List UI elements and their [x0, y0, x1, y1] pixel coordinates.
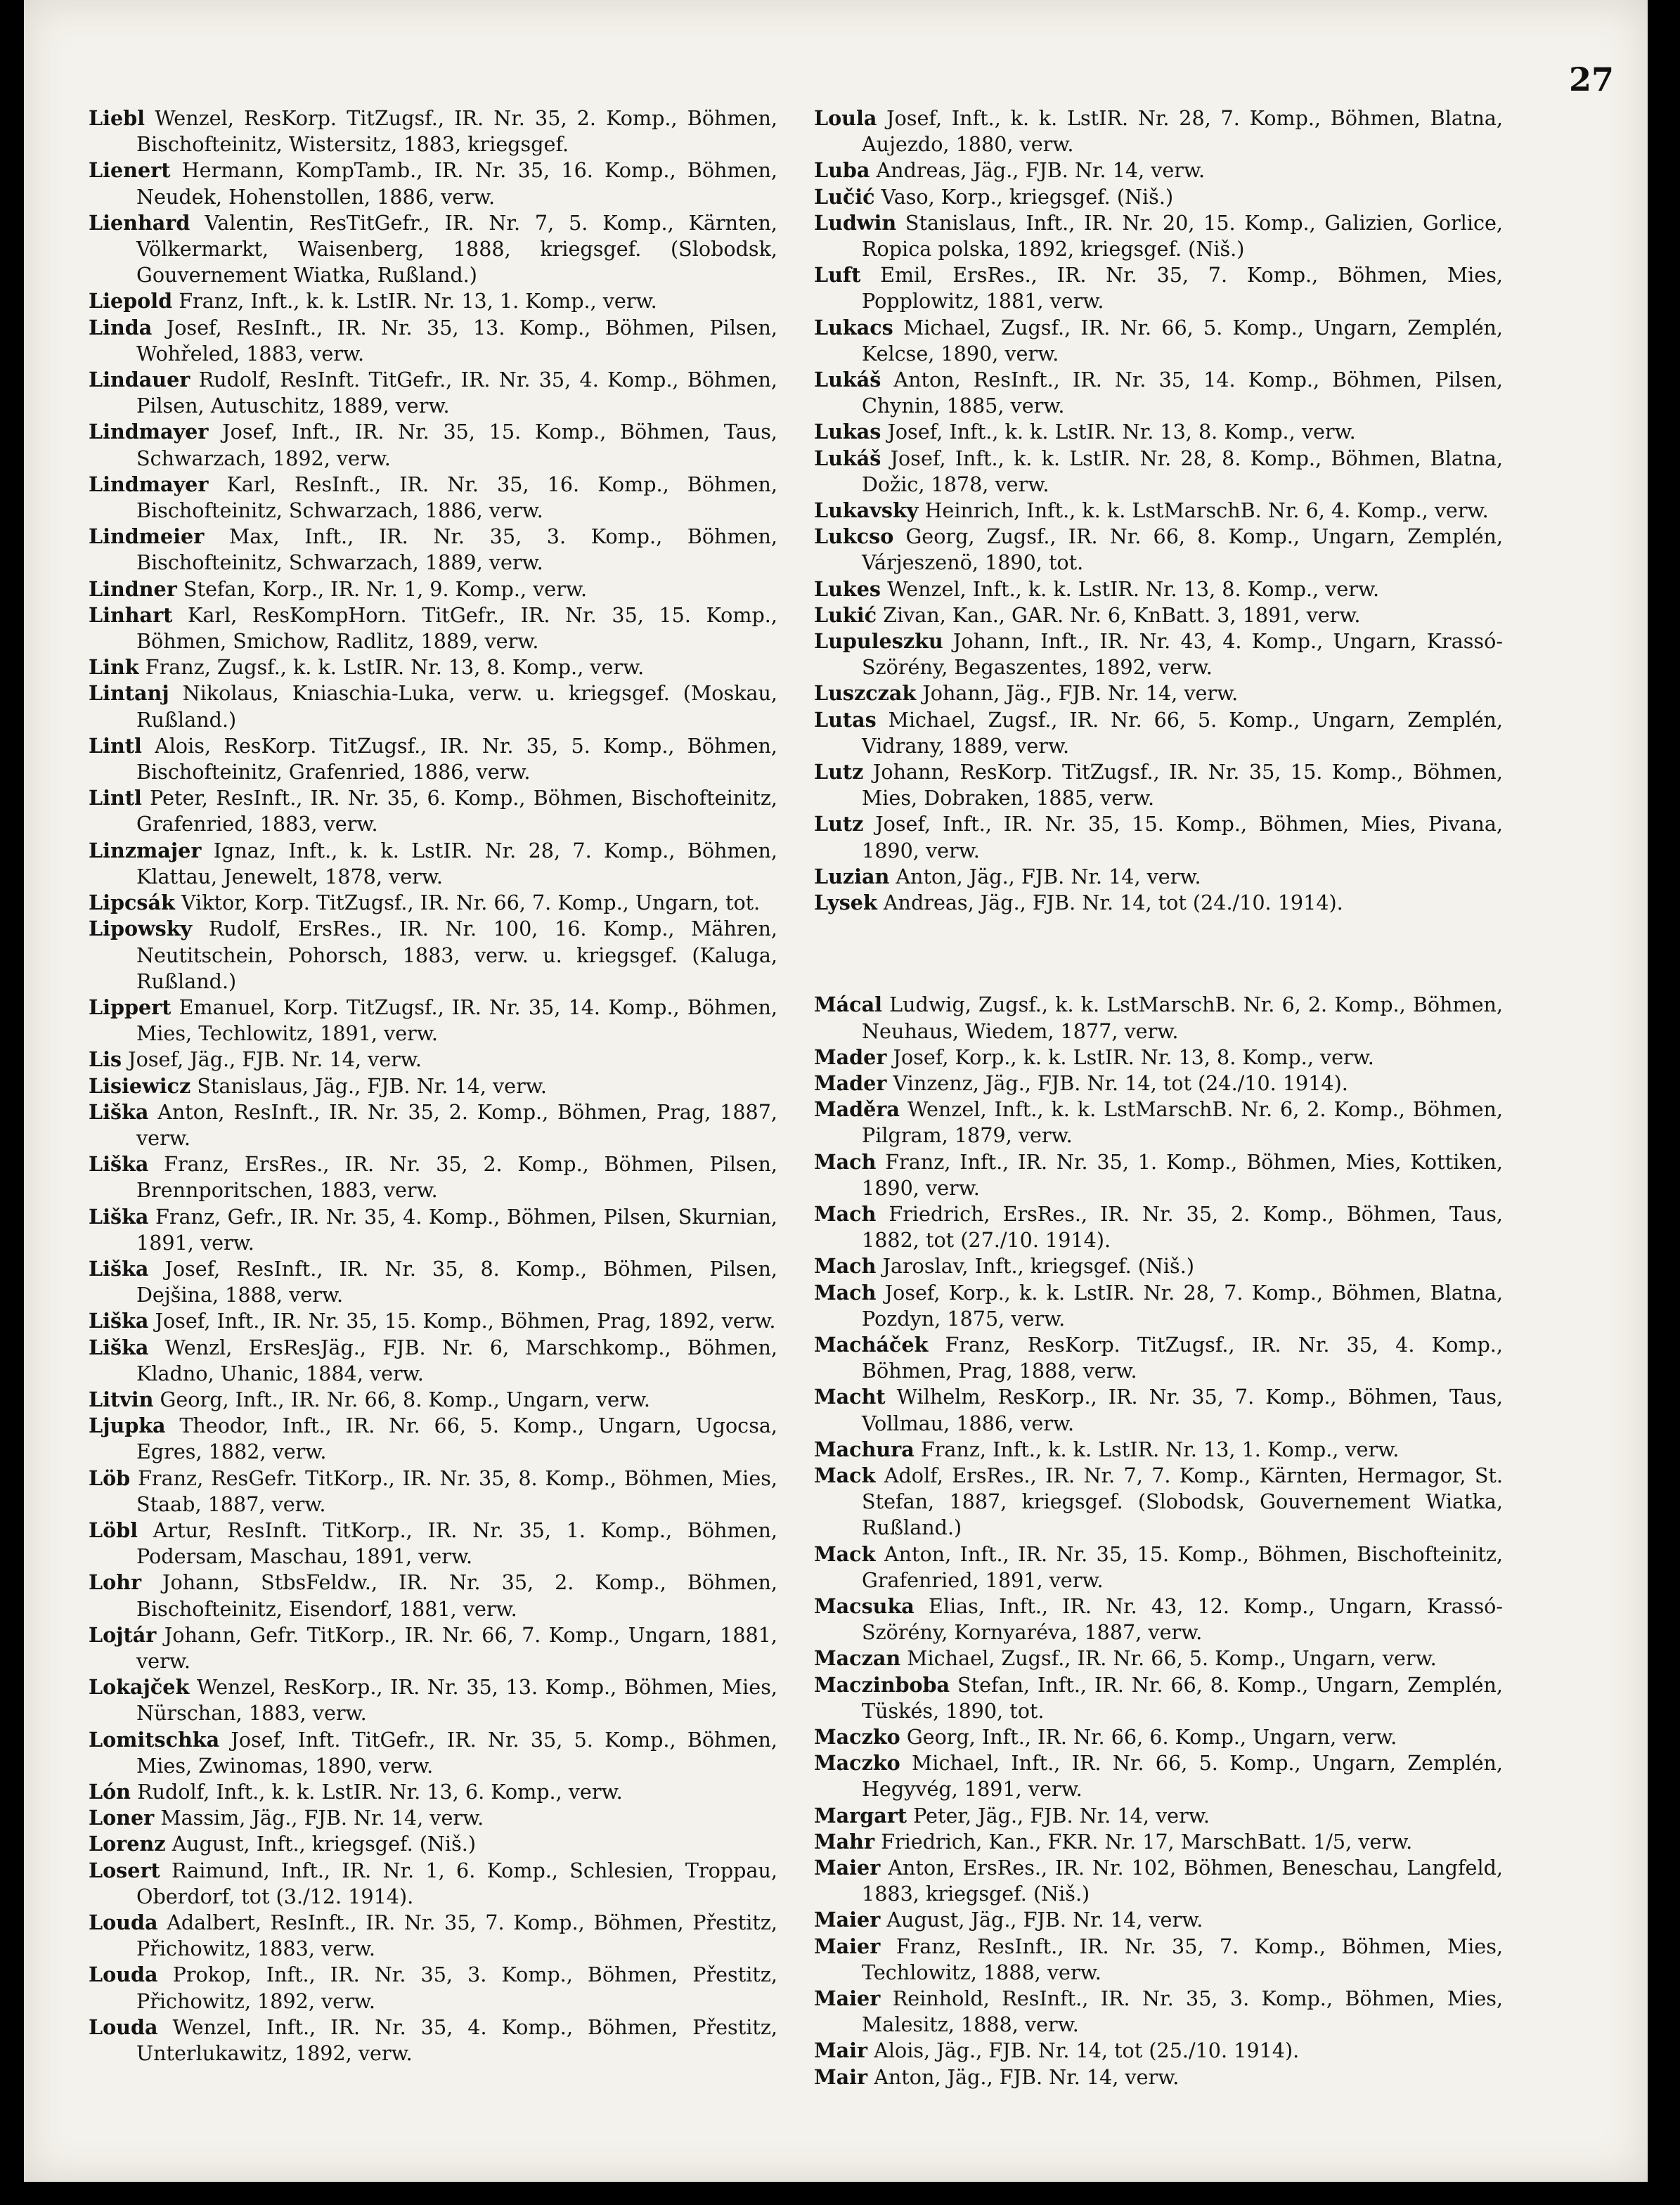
list-entry	[89, 916, 777, 995]
entry-details: Rudolf, Inft., k. k. LstIR. Nr. 13, 6. Komp., verw.	[137, 1780, 623, 1804]
entry-details: Franz, ResGefr. TitKorp., IR. Nr. 35, 8. Komp., Böhmen, Mies, Staab, 1887, verw.	[136, 1466, 777, 1516]
entry-surname: Maier	[814, 1856, 881, 1880]
entry-surname: Lipcsák	[89, 891, 175, 915]
entry-surname: Lorenz	[89, 1832, 166, 1856]
list-entry	[89, 576, 777, 602]
entry-details: Michael, Inft., IR. Nr. 66, 5. Komp., Ungarn, Zemplén, Hegyvég, 1891, verw.	[862, 1751, 1503, 1802]
list-entry	[814, 2064, 1503, 2090]
list-entry	[814, 1829, 1503, 1855]
entry-surname: Liebl	[89, 106, 146, 130]
entry-details: Wenzel, ResKorp., IR. Nr. 35, 13. Komp., Böhmen, Mies, Nürschan, 1883, verw.	[136, 1675, 777, 1726]
entry-details: Franz, ResKorp. TitZugsf., IR. Nr. 35, 4. Komp., Böhmen, Prag, 1888, verw.	[862, 1332, 1503, 1383]
entry-details: Johann, Inft., IR. Nr. 43, 4. Komp., Ungarn, Krassó-Szörény, Begaszentes, 1892, verw.	[862, 629, 1503, 680]
entry-surname: Macháček	[814, 1332, 929, 1357]
entry-details: Anton, ResInft., IR. Nr. 35, 14. Komp., Böhmen, Pilsen, Chynin, 1885, verw.	[862, 368, 1504, 418]
entry-details: Josef, ResInft., IR. Nr. 35, 8. Komp., Böhmen, Pilsen, Dejšina, 1888, verw.	[136, 1256, 778, 1307]
list-entry	[814, 1934, 1503, 1986]
entry-details: Theodor, Inft., IR. Nr. 66, 5. Komp., Ungarn, Ugocsa, Egres, 1882, verw.	[136, 1414, 778, 1464]
entry-details: Artur, ResInft. TitKorp., IR. Nr. 35, 1. Komp., Böhmen, Podersam, Maschau, 1891, verw.	[136, 1518, 778, 1569]
entry-surname: Linhart	[89, 602, 173, 627]
entry-surname: Maděra	[814, 1097, 900, 1122]
list-entry	[814, 105, 1503, 157]
entry-details: August, Jäg., FJB. Nr. 14, verw.	[886, 1908, 1203, 1932]
entry-details: Stefan, Inft., IR. Nr. 66, 8. Komp., Ungarn, Zemplén, Tüskés, 1890, tot.	[862, 1672, 1503, 1723]
entry-details: Josef, Inft., IR. Nr. 35, 15. Komp., Böhmen, Taus, Schwarzach, 1892, verw.	[136, 420, 777, 470]
entry-details: Stanislaus, Jäg., FJB. Nr. 14, verw.	[197, 1073, 547, 1098]
list-entry	[814, 1645, 1503, 1671]
list-entry	[814, 1149, 1503, 1201]
entry-surname: Lokajček	[89, 1675, 190, 1700]
list-entry	[89, 419, 777, 471]
list-entry	[89, 1466, 777, 1518]
entry-details: Josef, Jäg., FJB. Nr. 14, verw.	[128, 1047, 422, 1072]
list-entry	[89, 1962, 777, 2014]
entry-surname: Lysek	[814, 891, 877, 915]
list-entry	[89, 1387, 777, 1413]
entry-surname: Mach	[814, 1201, 877, 1226]
entry-surname: Lutz	[814, 812, 864, 836]
entry-details: Rudolf, ErsRes., IR. Nr. 100, 16. Komp., Mähren, Neutitschein, Pohorsch, 1883, verw. u. kriegsgef. (Kaluga, Rußland.)	[136, 917, 777, 993]
list-entry	[814, 576, 1503, 602]
list-entry	[89, 472, 777, 524]
entry-surname: Linda	[89, 315, 153, 340]
entry-details: Franz, ResInft., IR. Nr. 35, 7. Komp., Böhmen, Mies, Techlowitz, 1888, verw.	[862, 1934, 1503, 1984]
list-entry	[89, 1622, 777, 1674]
list-entry	[89, 1858, 777, 1910]
entry-details: Elias, Inft., IR. Nr. 43, 12. Komp., Ungarn, Krassó-Szörény, Kornyaréva, 1887, verw.	[862, 1593, 1504, 1645]
list-entry	[89, 1727, 777, 1779]
entry-surname: Lukas	[814, 420, 881, 444]
list-entry	[814, 1097, 1503, 1149]
entry-details: Wenzel, Inft., IR. Nr. 35, 4. Komp., Böhmen, Přestitz, Unterlukawitz, 1892, verw.	[136, 2015, 777, 2066]
list-entry	[814, 1253, 1503, 1279]
list-entry	[89, 288, 777, 314]
list-entry	[89, 1335, 777, 1387]
entry-surname: Lohr	[89, 1570, 142, 1595]
entry-surname: Lindmeier	[89, 524, 205, 549]
entry-details: Georg, Zugsf., IR. Nr. 66, 8. Komp., Ungarn, Zemplén, Várjeszenö, 1890, tot.	[862, 524, 1504, 575]
list-entry	[89, 1674, 777, 1726]
list-entry	[89, 680, 777, 732]
list-entry	[89, 1779, 777, 1805]
list-entry	[814, 1750, 1503, 1802]
entry-details: Friedrich, Kan., FKR. Nr. 17, MarschBatt. 1/5, verw.	[881, 1829, 1413, 1854]
entry-details: Johann, ResKorp. TitZugsf., IR. Nr. 35, 15. Komp., Böhmen, Mies, Dobraken, 1885, verw.	[862, 760, 1504, 810]
entry-details: Franz, ErsRes., IR. Nr. 35, 2. Komp., Böhmen, Pilsen, Brennporitschen, 1883, verw.	[136, 1152, 777, 1203]
list-entry	[814, 184, 1503, 210]
entry-details: Wenzl, ErsResJäg., FJB. Nr. 6, Marschkomp., Böhmen, Kladno, Uhanic, 1884, verw.	[136, 1335, 777, 1385]
list-entry	[814, 419, 1503, 445]
list-entry	[814, 628, 1503, 680]
entry-details: Adolf, ErsRes., IR. Nr. 7, 7. Komp., Kärnten, Hermagor, St. Stefan, 1887, kriegsgef. (Slobodsk, Gouvernement Wiatka, Rußland.)	[862, 1463, 1503, 1540]
list-entry	[89, 157, 777, 209]
list-entry	[814, 1071, 1503, 1097]
list-entry	[89, 1413, 777, 1465]
entry-details: Peter, ResInft., IR. Nr. 35, 6. Komp., Böhmen, Bischofteinitz, Grafenried, 1883, verw.	[136, 786, 777, 836]
entry-details: Alois, ResKorp. TitZugsf., IR. Nr. 35, 5. Komp., Böhmen, Bischofteinitz, Grafenried, 1886, verw.	[136, 733, 777, 784]
list-entry	[814, 2038, 1503, 2064]
list-entry	[814, 680, 1503, 706]
entry-details: Johann, Gefr. TitKorp., IR. Nr. 66, 7. Komp., Ungarn, 1881, verw.	[136, 1622, 777, 1673]
entry-details: Raimund, Inft., IR. Nr. 1, 6. Komp., Schlesien, Troppau, Oberdorf, tot (3./12. 1914).	[136, 1858, 777, 1908]
entry-surname: Mader	[814, 1071, 887, 1095]
entry-surname: Lukáš	[814, 446, 881, 470]
entry-details: Stanislaus, Inft., IR. Nr. 20, 15. Komp., Galizien, Gorlice, Ropica polska, 1892, kriegsgef. (Niš.)	[862, 210, 1503, 261]
entry-surname: Lučić	[814, 184, 875, 209]
entry-surname: Macht	[814, 1385, 886, 1409]
left-column	[89, 105, 777, 2067]
entry-details: Johann, StbsFeldw., IR. Nr. 35, 2. Komp., Böhmen, Bischofteinitz, Eisendorf, 1881, verw.	[136, 1570, 777, 1621]
entry-details: Josef, Inft., IR. Nr. 35, 15. Komp., Böhmen, Mies, Pivana, 1890, verw.	[862, 812, 1503, 862]
entry-surname: Luszczak	[814, 681, 917, 706]
list-entry	[89, 105, 777, 157]
list-entry	[814, 1855, 1503, 1907]
entry-details: Franz, Inft., IR. Nr. 35, 1. Komp., Böhmen, Mies, Kottiken, 1890, verw.	[862, 1149, 1504, 1200]
list-entry	[89, 1204, 777, 1256]
entry-details: Emanuel, Korp. TitZugsf., IR. Nr. 35, 14. Komp., Böhmen, Mies, Techlowitz, 1891, verw.	[136, 995, 777, 1046]
entry-details: Georg, Inft., IR. Nr. 66, 6. Komp., Ungarn, verw.	[906, 1724, 1397, 1749]
list-entry	[814, 1280, 1503, 1332]
entry-surname: Ljupka	[89, 1414, 166, 1438]
entry-surname: Mader	[814, 1045, 887, 1069]
entry-surname: Mach	[814, 1280, 877, 1305]
entry-details: Stefan, Korp., IR. Nr. 1, 9. Komp., verw.	[183, 576, 588, 601]
list-entry	[814, 707, 1503, 759]
entry-details: Michael, Zugsf., IR. Nr. 66, 5. Komp., Ungarn, verw.	[907, 1646, 1437, 1671]
entry-surname: Maczko	[814, 1724, 900, 1749]
entry-details: Anton, ResInft., IR. Nr. 35, 2. Komp., Böhmen, Prag, 1887, verw.	[136, 1099, 778, 1150]
entry-surname: Macsuka	[814, 1593, 915, 1618]
entry-surname: Mahr	[814, 1829, 875, 1854]
entry-details: Josef, Korp., k. k. LstIR. Nr. 13, 8. Komp., verw.	[893, 1045, 1374, 1069]
list-entry	[89, 890, 777, 916]
entry-surname: Lutz	[814, 760, 864, 784]
entry-surname: Losert	[89, 1858, 160, 1882]
entry-surname: Margart	[814, 1803, 907, 1828]
list-entry	[89, 654, 777, 680]
entry-surname: Lintl	[89, 733, 142, 758]
entry-details: August, Inft., kriegsgef. (Niš.)	[172, 1832, 476, 1856]
entry-details: Josef, Inft., k. k. LstIR. Nr. 13, 8. Komp., verw.	[887, 420, 1356, 444]
entry-details: Ignaz, Inft., k. k. LstIR. Nr. 28, 7. Komp., Böhmen, Klattau, Jenewelt, 1878, verw.	[136, 838, 777, 888]
list-entry	[814, 1201, 1503, 1253]
entry-details: Josef, ResInft., IR. Nr. 35, 13. Komp., Böhmen, Pilsen, Wohřeled, 1883, verw.	[136, 315, 777, 366]
entry-details: Johann, Jäg., FJB. Nr. 14, verw.	[922, 681, 1239, 706]
list-entry	[89, 1047, 777, 1073]
entry-surname: Luba	[814, 158, 870, 183]
entry-details: Josef, Korp., k. k. LstIR. Nr. 28, 7. Komp., Böhmen, Blatna, Pozdyn, 1875, verw.	[862, 1280, 1504, 1331]
entry-surname: Lindauer	[89, 368, 190, 392]
list-entry	[89, 1518, 777, 1570]
list-entry	[814, 1045, 1503, 1071]
entry-surname: Lindner	[89, 576, 177, 601]
list-entry	[89, 1570, 777, 1622]
entry-surname: Link	[89, 655, 139, 680]
entry-details: Massim, Jäg., FJB. Nr. 14, verw.	[160, 1806, 484, 1830]
entry-surname: Ludwin	[814, 210, 897, 235]
list-entry	[89, 524, 777, 576]
entry-surname: Mach	[814, 1149, 877, 1174]
list-entry	[89, 315, 777, 367]
entry-details: Karl, ResInft., IR. Nr. 35, 16. Komp., Böhmen, Bischofteinitz, Schwarzach, 1886, verw.	[136, 472, 777, 523]
list-entry	[814, 1332, 1503, 1384]
entry-details: Wenzel, Inft., k. k. LstMarschB. Nr. 6, 2. Komp., Böhmen, Pilgram, 1879, verw.	[862, 1097, 1503, 1148]
entry-details: Anton, Inft., IR. Nr. 35, 15. Komp., Böhmen, Bischofteinitz, Grafenried, 1891, verw.	[862, 1541, 1503, 1592]
list-entry	[814, 1907, 1503, 1933]
entry-details: Max, Inft., IR. Nr. 35, 3. Komp., Böhmen, Bischofteinitz, Schwarzach, 1889, verw.	[136, 524, 777, 575]
entry-surname: Lisiewicz	[89, 1073, 191, 1098]
entry-surname: Lis	[89, 1047, 122, 1072]
entry-surname: Lintl	[89, 786, 142, 810]
entry-details: Josef, Inft., IR. Nr. 35, 15. Komp., Böhmen, Prag, 1892, verw.	[155, 1309, 776, 1333]
list-entry	[814, 759, 1503, 811]
entry-surname: Maier	[814, 1908, 881, 1932]
list-entry	[814, 498, 1503, 524]
entry-surname: Luft	[814, 263, 861, 287]
entry-surname: Lintanj	[89, 681, 169, 706]
entry-surname: Mácal	[814, 992, 882, 1017]
entry-surname: Loner	[89, 1806, 155, 1830]
entry-details: Josef, Inft. TitGefr., IR. Nr. 35, 5. Komp., Böhmen, Mies, Zwinomas, 1890, verw.	[136, 1727, 777, 1778]
entry-details: Wilhelm, ResKorp., IR. Nr. 35, 7. Komp., Böhmen, Taus, Vollmau, 1886, verw.	[862, 1385, 1503, 1435]
list-entry	[89, 210, 777, 289]
list-entry	[814, 811, 1503, 863]
list-entry	[89, 1073, 777, 1099]
entry-surname: Lupuleszku	[814, 629, 943, 654]
entry-surname: Liška	[89, 1152, 149, 1177]
entry-surname: Maczinboba	[814, 1672, 950, 1697]
list-entry	[89, 1805, 777, 1831]
list-entry	[89, 838, 777, 890]
entry-details: Prokop, Inft., IR. Nr. 35, 3. Komp., Böhmen, Přestitz, Přichowitz, 1892, verw.	[136, 1962, 777, 2013]
entry-surname: Liška	[89, 1099, 149, 1124]
entry-details: Michael, Zugsf., IR. Nr. 66, 5. Komp., Ungarn, Zemplén, Vidrany, 1889, verw.	[862, 707, 1504, 758]
entry-details: Peter, Jäg., FJB. Nr. 14, verw.	[913, 1803, 1210, 1828]
entry-surname: Liška	[89, 1204, 149, 1229]
list-entry	[814, 262, 1503, 314]
entry-details: Anton, Jäg., FJB. Nr. 14, verw.	[896, 864, 1201, 888]
list-entry	[89, 1308, 777, 1334]
list-entry	[89, 602, 777, 654]
entry-details: Ludwig, Zugsf., k. k. LstMarschB. Nr. 6, 2. Komp., Böhmen, Neuhaus, Wiedem, 1877, verw.	[862, 992, 1503, 1043]
list-entry	[814, 1463, 1503, 1541]
entry-details: Rudolf, ResInft. TitGefr., IR. Nr. 35, 4. Komp., Böhmen, Pilsen, Autuschitz, 1889, verw.	[136, 368, 777, 418]
entry-details: Andreas, Jäg., FJB. Nr. 14, verw.	[876, 158, 1206, 183]
entry-surname: Linzmajer	[89, 838, 202, 862]
entry-surname: Mack	[814, 1541, 876, 1566]
list-entry	[814, 1593, 1503, 1645]
entry-details: Zivan, Kan., GAR. Nr. 6, KnBatt. 3, 1891, verw.	[883, 602, 1361, 627]
list-entry	[89, 785, 777, 837]
entry-details: Nikolaus, Kniaschia-Luka, verw. u. kriegsgef. (Moskau, Rußland.)	[136, 681, 778, 732]
entry-surname: Lomitschka	[89, 1727, 220, 1752]
list-entry	[814, 524, 1503, 576]
list-entry	[814, 1986, 1503, 2038]
entry-details: Georg, Inft., IR. Nr. 66, 8. Komp., Ungarn, verw.	[160, 1387, 650, 1411]
list-entry	[814, 367, 1503, 419]
entry-surname: Mair	[814, 2064, 868, 2089]
entry-surname: Löb	[89, 1466, 131, 1490]
entry-surname: Litvin	[89, 1387, 154, 1411]
list-entry	[814, 602, 1503, 628]
entry-details: Wenzel, Inft., k. k. LstIR. Nr. 13, 8. Komp., verw.	[887, 576, 1380, 601]
right-column	[814, 105, 1503, 2090]
list-entry	[814, 1803, 1503, 1829]
entry-surname: Mach	[814, 1254, 877, 1279]
entry-surname: Lippert	[89, 995, 172, 1019]
entry-details: Jaroslav, Inft., kriegsgef. (Niš.)	[882, 1254, 1194, 1279]
entry-surname: Mair	[814, 2038, 868, 2063]
entry-surname: Lienert	[89, 158, 171, 183]
entry-details: Heinrich, Inft., k. k. LstMarschB. Nr. 6, 4. Komp., verw.	[924, 498, 1489, 523]
entry-details: Wenzel, ResKorp. TitZugsf., IR. Nr. 35, 2. Komp., Böhmen, Bischofteinitz, Wistersitz, 1883, kriegsgef.	[136, 106, 777, 157]
entry-details: Anton, Jäg., FJB. Nr. 14, verw.	[874, 2064, 1180, 2089]
entry-details: Andreas, Jäg., FJB. Nr. 14, tot (24./10. 1914).	[883, 891, 1343, 915]
entry-surname: Lukcso	[814, 524, 894, 549]
entry-surname: Lukić	[814, 602, 877, 627]
list-entry	[89, 733, 777, 785]
entry-details: Emil, ErsRes., IR. Nr. 35, 7. Komp., Böhmen, Mies, Popplowitz, 1881, verw.	[862, 263, 1503, 313]
list-entry	[814, 315, 1503, 367]
list-entry	[89, 1256, 777, 1308]
list-entry	[89, 2015, 777, 2067]
section-gap	[814, 916, 1503, 992]
entry-surname: Lukáš	[814, 368, 881, 392]
entry-surname: Luzian	[814, 864, 890, 888]
entry-details: Franz, Inft., k. k. LstIR. Nr. 13, 1. Komp., verw.	[920, 1437, 1400, 1461]
entry-surname: Lojtár	[89, 1622, 157, 1647]
entry-surname: Louda	[89, 1910, 158, 1935]
entry-details: Adalbert, ResInft., IR. Nr. 35, 7. Komp., Böhmen, Přestitz, Přichowitz, 1883, verw.	[136, 1910, 777, 1961]
list-entry	[89, 1831, 777, 1857]
entry-details: Viktor, Korp. TitZugsf., IR. Nr. 66, 7. Komp., Ungarn, tot.	[181, 891, 761, 915]
entry-surname: Lienhard	[89, 210, 190, 235]
entry-surname: Lipowsky	[89, 917, 193, 941]
entry-surname: Lón	[89, 1780, 131, 1804]
entry-details: Valentin, ResTitGefr., IR. Nr. 7, 5. Komp., Kärnten, Völkermarkt, Waisenberg, 1888, kriegsgef. (Slobodsk, Gouvernement Wiatka, Rußland.)	[136, 210, 777, 287]
entry-details: Vinzenz, Jäg., FJB. Nr. 14, tot (24./10. 1914).	[893, 1071, 1348, 1095]
entry-details: Anton, ErsRes., IR. Nr. 102, Böhmen, Beneschau, Langfeld, 1883, kriegsgef. (Niš.)	[862, 1856, 1504, 1906]
entry-surname: Liška	[89, 1335, 149, 1359]
entry-details: Friedrich, ErsRes., IR. Nr. 35, 2. Komp., Böhmen, Taus, 1882, tot (27./10. 1914).	[862, 1201, 1503, 1253]
list-entry	[89, 1910, 777, 1962]
entry-surname: Maier	[814, 1986, 881, 2011]
list-entry	[814, 1724, 1503, 1750]
entry-details: Josef, Inft., k. k. LstIR. Nr. 28, 7. Komp., Böhmen, Blatna, Aujezdo, 1880, verw.	[862, 106, 1504, 157]
entry-surname: Louda	[89, 1962, 158, 1987]
entry-details: Franz, Zugsf., k. k. LstIR. Nr. 13, 8. Komp., verw.	[145, 655, 645, 680]
entry-surname: Lukavsky	[814, 498, 919, 523]
entry-details: Franz, Inft., k. k. LstIR. Nr. 13, 1. Komp., verw.	[179, 289, 657, 313]
list-entry	[814, 890, 1503, 916]
entry-surname: Loula	[814, 106, 877, 130]
list-entry	[814, 1437, 1503, 1463]
entry-surname: Maier	[814, 1934, 881, 1958]
entry-surname: Liška	[89, 1256, 149, 1281]
entry-surname: Machura	[814, 1437, 915, 1461]
entry-details: Vaso, Korp., kriegsgef. (Niš.)	[881, 184, 1174, 209]
document-page	[24, 0, 1648, 2182]
list-entry	[89, 367, 777, 419]
entry-surname: Mack	[814, 1463, 876, 1487]
list-entry	[814, 210, 1503, 262]
entry-surname: Lukes	[814, 576, 881, 601]
entry-details: Alois, Jäg., FJB. Nr. 14, tot (25./10. 1914).	[874, 2038, 1300, 2063]
entry-surname: Lukacs	[814, 315, 893, 340]
entry-surname: Maczan	[814, 1646, 901, 1671]
list-entry	[814, 446, 1503, 498]
entry-details: Josef, Inft., k. k. LstIR. Nr. 28, 8. Komp., Böhmen, Blatna, Dožic, 1878, verw.	[862, 446, 1504, 496]
entry-details: Karl, ResKompHorn. TitGefr., IR. Nr. 35, 15. Komp., Böhmen, Smichow, Radlitz, 1889, verw.	[136, 602, 777, 654]
entry-details: Michael, Zugsf., IR. Nr. 66, 5. Komp., Ungarn, Zemplén, Kelcse, 1890, verw.	[862, 315, 1503, 366]
list-entry	[814, 864, 1503, 890]
list-entry	[814, 1672, 1503, 1724]
entry-details: Reinhold, ResInft., IR. Nr. 35, 3. Komp., Böhmen, Mies, Malesitz, 1888, verw.	[862, 1986, 1504, 2037]
entry-surname: Liška	[89, 1309, 149, 1333]
list-entry	[814, 157, 1503, 183]
list-entry	[814, 1384, 1503, 1436]
entry-surname: Lindmayer	[89, 472, 209, 496]
page-number: 27	[1568, 60, 1614, 98]
entry-surname: Löbl	[89, 1518, 138, 1542]
entry-details: Hermann, KompTamb., IR. Nr. 35, 16. Komp., Böhmen, Neudek, Hohenstollen, 1886, verw.	[136, 158, 777, 209]
entry-details: Franz, Gefr., IR. Nr. 35, 4. Komp., Böhmen, Pilsen, Skurnian, 1891, verw.	[136, 1204, 777, 1255]
list-entry	[89, 995, 777, 1047]
list-entry	[814, 992, 1503, 1044]
entry-surname: Maczko	[814, 1751, 900, 1776]
entry-surname: Lutas	[814, 707, 877, 732]
entry-surname: Louda	[89, 2015, 158, 2039]
list-entry	[814, 1541, 1503, 1593]
list-entry	[89, 1151, 777, 1203]
list-entry	[89, 1099, 777, 1151]
entry-surname: Lindmayer	[89, 420, 209, 444]
entry-surname: Liepold	[89, 289, 173, 313]
